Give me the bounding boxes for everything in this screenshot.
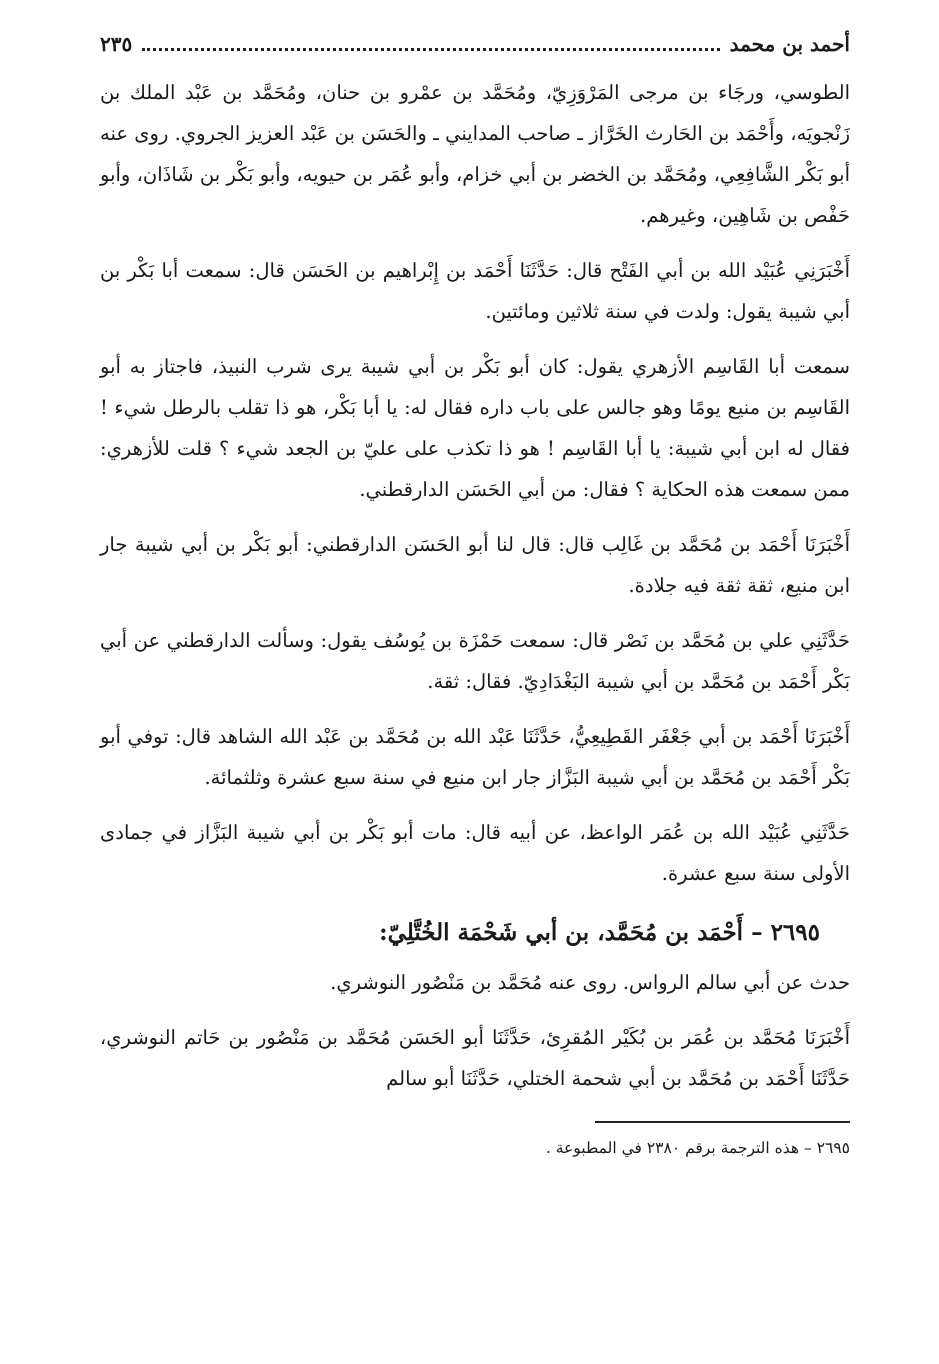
header-dot-leader: [142, 48, 719, 51]
footnote-separator: [595, 1121, 850, 1123]
body-paragraph: سمعت أبا القَاسِم الأزهري يقول: كان أبو بَكْر بن أبي شيبة يرى شرب النبيذ، فاجتاز به أبو القَاسِم بن منيع يومًا وهو جالس على باب داره فقال له: يا أبا بَكْر، هو ذا تقلب بالرطل شيء ! فقال له ابن أبي شيبة: يا أبا القَاسِم ! هو ذا تكذب على عليّ بن الجعد شيء ؟ قلت للأزهري: ممن سمعت هذه الحكاية ؟ فقال: من أبي الحَسَن الدارقطني.: [100, 355, 850, 501]
entry-heading: ٢٦٩٥ – أَحْمَد بن مُحَمَّد، بن أبي شَحْمَة الخُتَّلِيّ:: [379, 919, 820, 946]
body-paragraph: حَدَّثَنِي عُبَيْد الله بن عُمَر الواعظ، عن أبيه قال: مات أبو بَكْر بن أبي شيبة البَزَّاز في جمادى الأولى سنة سبع عشرة.: [100, 821, 850, 885]
footnote: ٢٦٩٥ – هذه الترجمة برقم ٢٣٨٠ في المطبوعة .: [545, 1139, 850, 1157]
body-paragraph: حَدَّثَنِي علي بن مُحَمَّد بن نَصْر قال: سمعت حَمْزَة بن يُوسُف يقول: وسألت الدارقطني عن أبي بَكْر أَحْمَد بن مُحَمَّد بن أبي شيبة البَغْدَادِيّ. فقال: ثقة.: [100, 629, 850, 693]
running-header: [100, 32, 850, 72]
page-number: ٢٣٥: [100, 32, 133, 56]
entry-paragraph: حدث عن أبي سالم الرواس. روى عنه مُحَمَّد بن مَنْصُور النوشري.: [330, 971, 850, 994]
running-title: أحمد بن محمد: [729, 32, 850, 56]
document-page: [100, 32, 850, 1161]
body-paragraph: الطوسي، ورجَاء بن مرجى المَرْوَزِيّ، ومُحَمَّد بن عمْرو بن حنان، ومُحَمَّد بن عَبْد الملك بن زَنْجويَه، وأَحْمَد بن الحَارث الخَرَّاز ـ صاحب المدايني ـ والحَسَن بن عَبْد العزيز الجروي. روى عنه أبو بَكْر الشَّافِعِي، ومُحَمَّد بن الخضر بن أبي خزام، وأبو عُمَر بن حيويه، وأبو بَكْر بن شَاذَان، وأبو حَفْص بن شَاهِين، وغيرهم.: [100, 81, 850, 227]
entry-paragraph: أَخْبَرَنَا مُحَمَّد بن عُمَر بن بُكَيْر المُقرِئ، حَدَّثَنَا أبو الحَسَن مُحَمَّد بن مَنْصُور بن حَاتم النوشري، حَدَّثَنَا أَحْمَد بن مُحَمَّد بن أبي شحمة الختلي، حَدَّثَنَا أبو سالم: [100, 1026, 850, 1090]
body-paragraph: أَخْبَرَنِي عُبَيْد الله بن أبي الفَتْح قال: حَدَّثَنَا أَحْمَد بن إِبْراهيم بن الحَسَن قال: سمعت أبا بَكْر بن أبي شيبة يقول: ولدت في سنة ثلاثين ومائتين.: [100, 259, 850, 323]
body-paragraph: أَخْبَرَنَا أَحْمَد بن مُحَمَّد بن غَالِب قال: قال لنا أبو الحَسَن الدارقطني: أبو بَكْر بن أبي شيبة جار ابن منيع، ثقة ثقة فيه جلادة.: [100, 533, 850, 597]
body-paragraph: أَخْبَرَنَا أَحْمَد بن أبي جَعْفَر القَطِيعِيُّ، حَدَّثَنَا عَبْد الله بن مُحَمَّد بن عَبْد الله الشاهد قال: توفي أبو بَكْر أَحْمَد بن مُحَمَّد بن أبي شيبة البَزَّاز جار ابن منيع في سنة سبع عشرة وثلثمائة.: [100, 725, 850, 789]
